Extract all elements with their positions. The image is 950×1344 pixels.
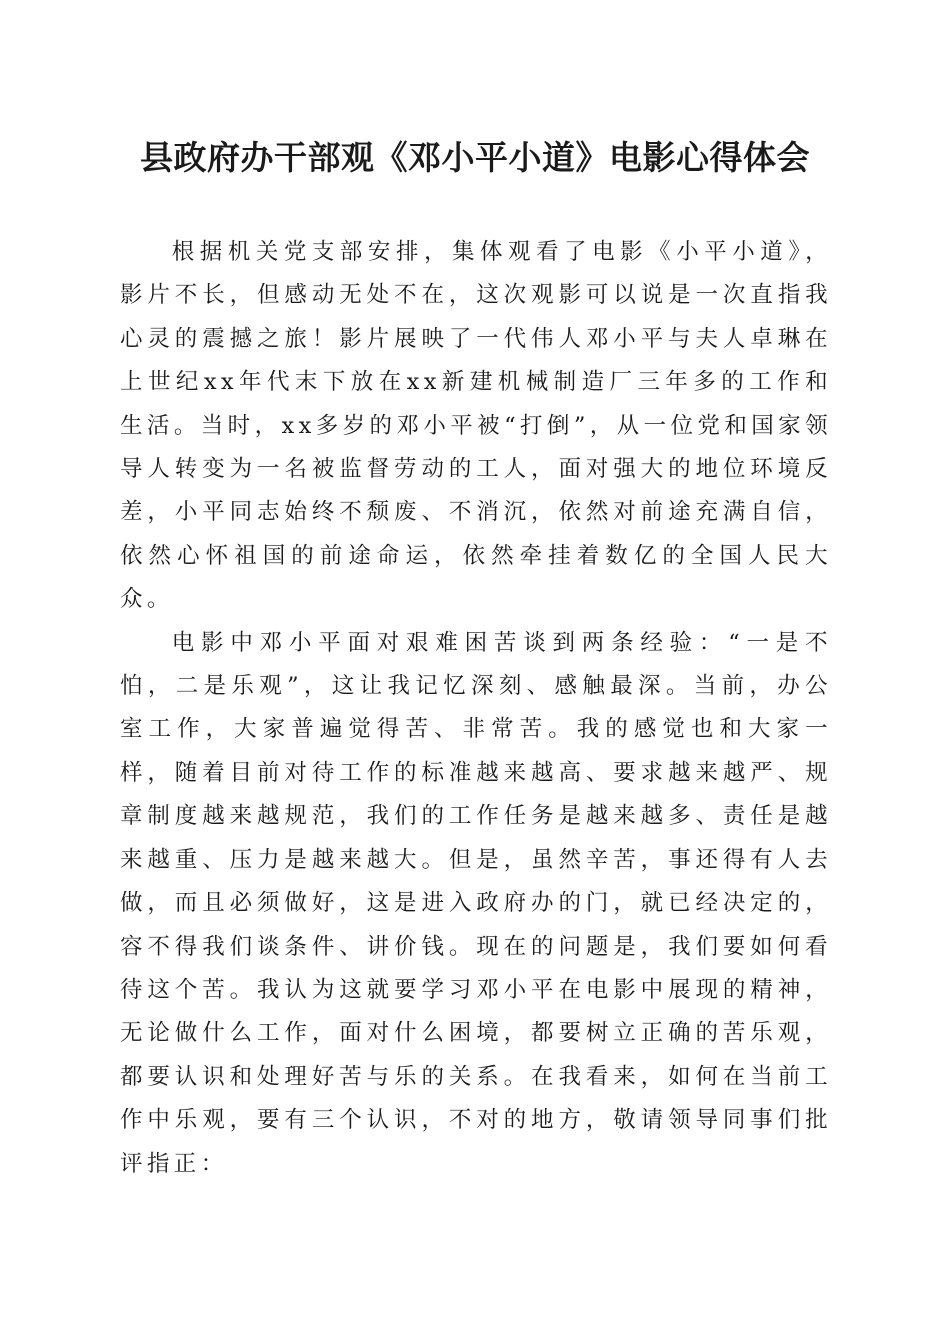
- document-body: [120, 231, 832, 1186]
- document-title: 县政府办干部观《邓小平小道》电影心得体会: [140, 138, 810, 177]
- paragraph-2: 电影中邓小平面对艰难困苦谈到两条经验：“一是不怕，二是乐观”，这让我记忆深刻、感触最深。当前，办公室工作，大家普遍觉得苦、非常苦。我的感觉也和大家一样，随着目前对待工作的标准越来越高、要求越来越严、规章制度越来越规范，我们的工作任务是越来越多、责任是越来越重、压力是越来越大。但是，虽然辛苦，事还得有人去做，而且必须做好，这是进入政府办的门，就已经决定的，容不得我们谈条件、讲价钱。现在的问题是，我们要如何看待这个苦。我认为这就要学习邓小平在电影中展现的精神，无论做什么工作，面对什么困境，都要树立正确的苦乐观，都要认识和处理好苦与乐的关系。在我看来，如何在当前工作中乐观，要有三个认识，不对的地方，敬请领导同事们批评指正：: [120, 629, 832, 1177]
- paragraph-1: 根据机关党支部安排，集体观看了电影《小平小道》，影片不长，但感动无处不在，这次观影可以说是一次直指我心灵的震撼之旅！影片展映了一代伟人邓小平与夫人卓琳在上世纪xx年代末下放在xx新建机械制造厂三年多的工作和生活。当时，xx多岁的邓小平被“打倒”，从一位党和国家领导人转变为一名被监督劳动的工人，面对强大的地位环境反差，小平同志始终不颓废、不消沉，依然对前途充满自信，依然心怀祖国的前途命运，依然牵挂着数亿的全国人民大众。: [120, 239, 832, 613]
